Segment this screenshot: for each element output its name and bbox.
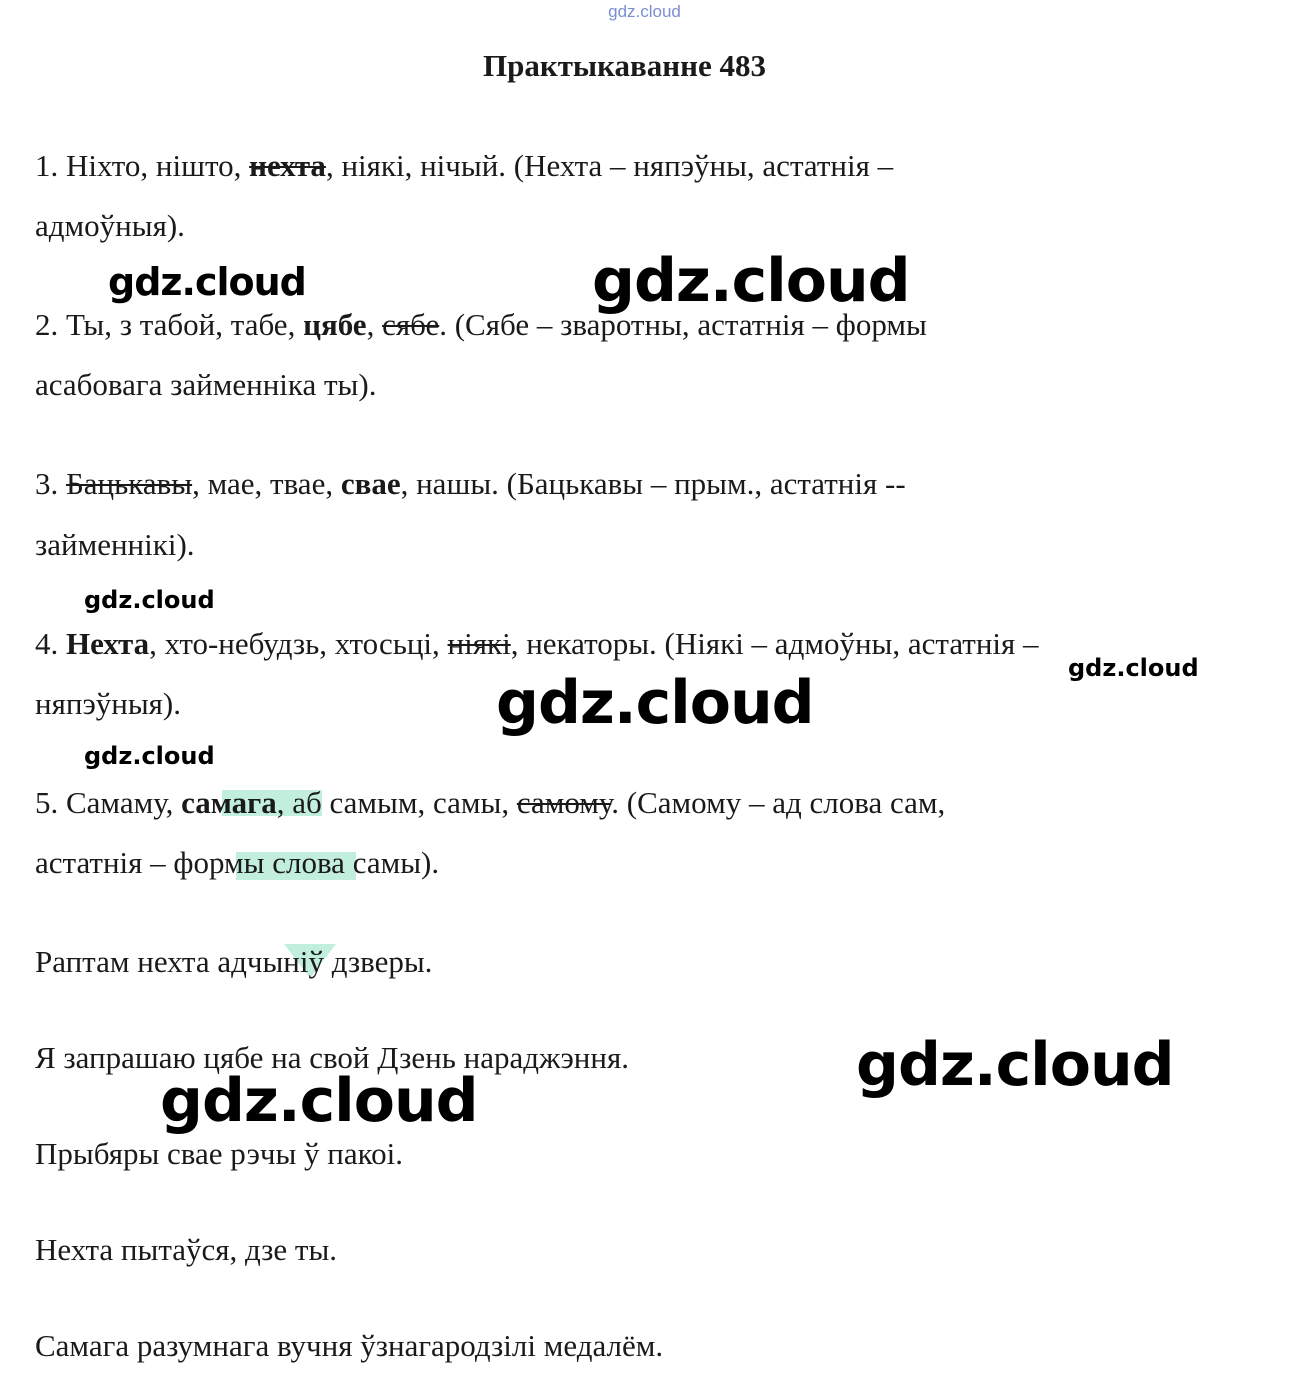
answer-3-line-2: займеннікі). (35, 527, 195, 562)
bold-word: свае (340, 466, 401, 501)
struck-word: сябе (382, 307, 440, 342)
answer-4-line-1: 4. Нехта, хто-небудзь, хтосьці, ніякі, некаторы. (Ніякі – адмоўны, астатнія – (35, 626, 1039, 661)
example-sentence-4: Нехта пытаўся, дзе ты. (35, 1232, 338, 1267)
watermark: gdz.cloud (84, 742, 215, 770)
watermark: gdz.cloud (592, 246, 910, 316)
example-sentence-2: Я запрашаю цябе на свой Дзень нараджэння. (35, 1040, 629, 1075)
answer-2-line-2: асабовага займенніка ты). (35, 367, 377, 402)
bold-word: самага (181, 785, 277, 820)
answer-5-line-1: 5. Самаму, самага, аб самым, самы, самому. (Самому – ад слова сам, (35, 785, 946, 820)
answer-3-line-1: 3. Бацькавы, мае, твае, свае, нашы. (Бацькавы – прым., астатнія -- (35, 466, 906, 501)
struck-word: Бацькавы (66, 466, 193, 501)
watermark: gdz.cloud (108, 260, 306, 304)
site-mark: gdz.cloud (608, 2, 681, 21)
answer-2-line-1: 2. Ты, з табой, табе, цябе, сябе. (Сябе – зваротны, астатнія – формы (35, 307, 927, 342)
struck-word: ніякі (447, 626, 511, 661)
answer-4-line-2: няпэўныя). (35, 686, 181, 721)
watermark: gdz.cloud (496, 668, 814, 738)
example-sentence-3: Прыбяры свае рэчы ў пакоі. (35, 1136, 404, 1171)
watermark: gdz.cloud (84, 586, 215, 614)
answer-1-line-2: адмоўныя). (35, 208, 185, 243)
page-title: Практыкаванне 483 (482, 48, 766, 83)
example-sentence-1: Раптам нехта адчыніў дзверы. (35, 944, 433, 979)
watermark: gdz.cloud (856, 1030, 1174, 1100)
struck-word: самому (516, 785, 612, 820)
watermark: gdz.cloud (1068, 654, 1199, 682)
answer-5-line-2: астатнія – формы слова самы). (35, 845, 440, 880)
bold-word: Нехта (66, 626, 150, 661)
struck-word: нехта (249, 148, 326, 183)
bold-word: цябе (303, 307, 367, 342)
watermark: gdz.cloud (160, 1066, 478, 1136)
example-sentence-5: Самага разумнага вучня ўзнагародзілі медалём. (35, 1328, 664, 1363)
answer-1-line-1: 1. Ніхто, нішто, нехта, ніякі, нічый. (Нехта – няпэўны, астатнія – (35, 148, 894, 183)
